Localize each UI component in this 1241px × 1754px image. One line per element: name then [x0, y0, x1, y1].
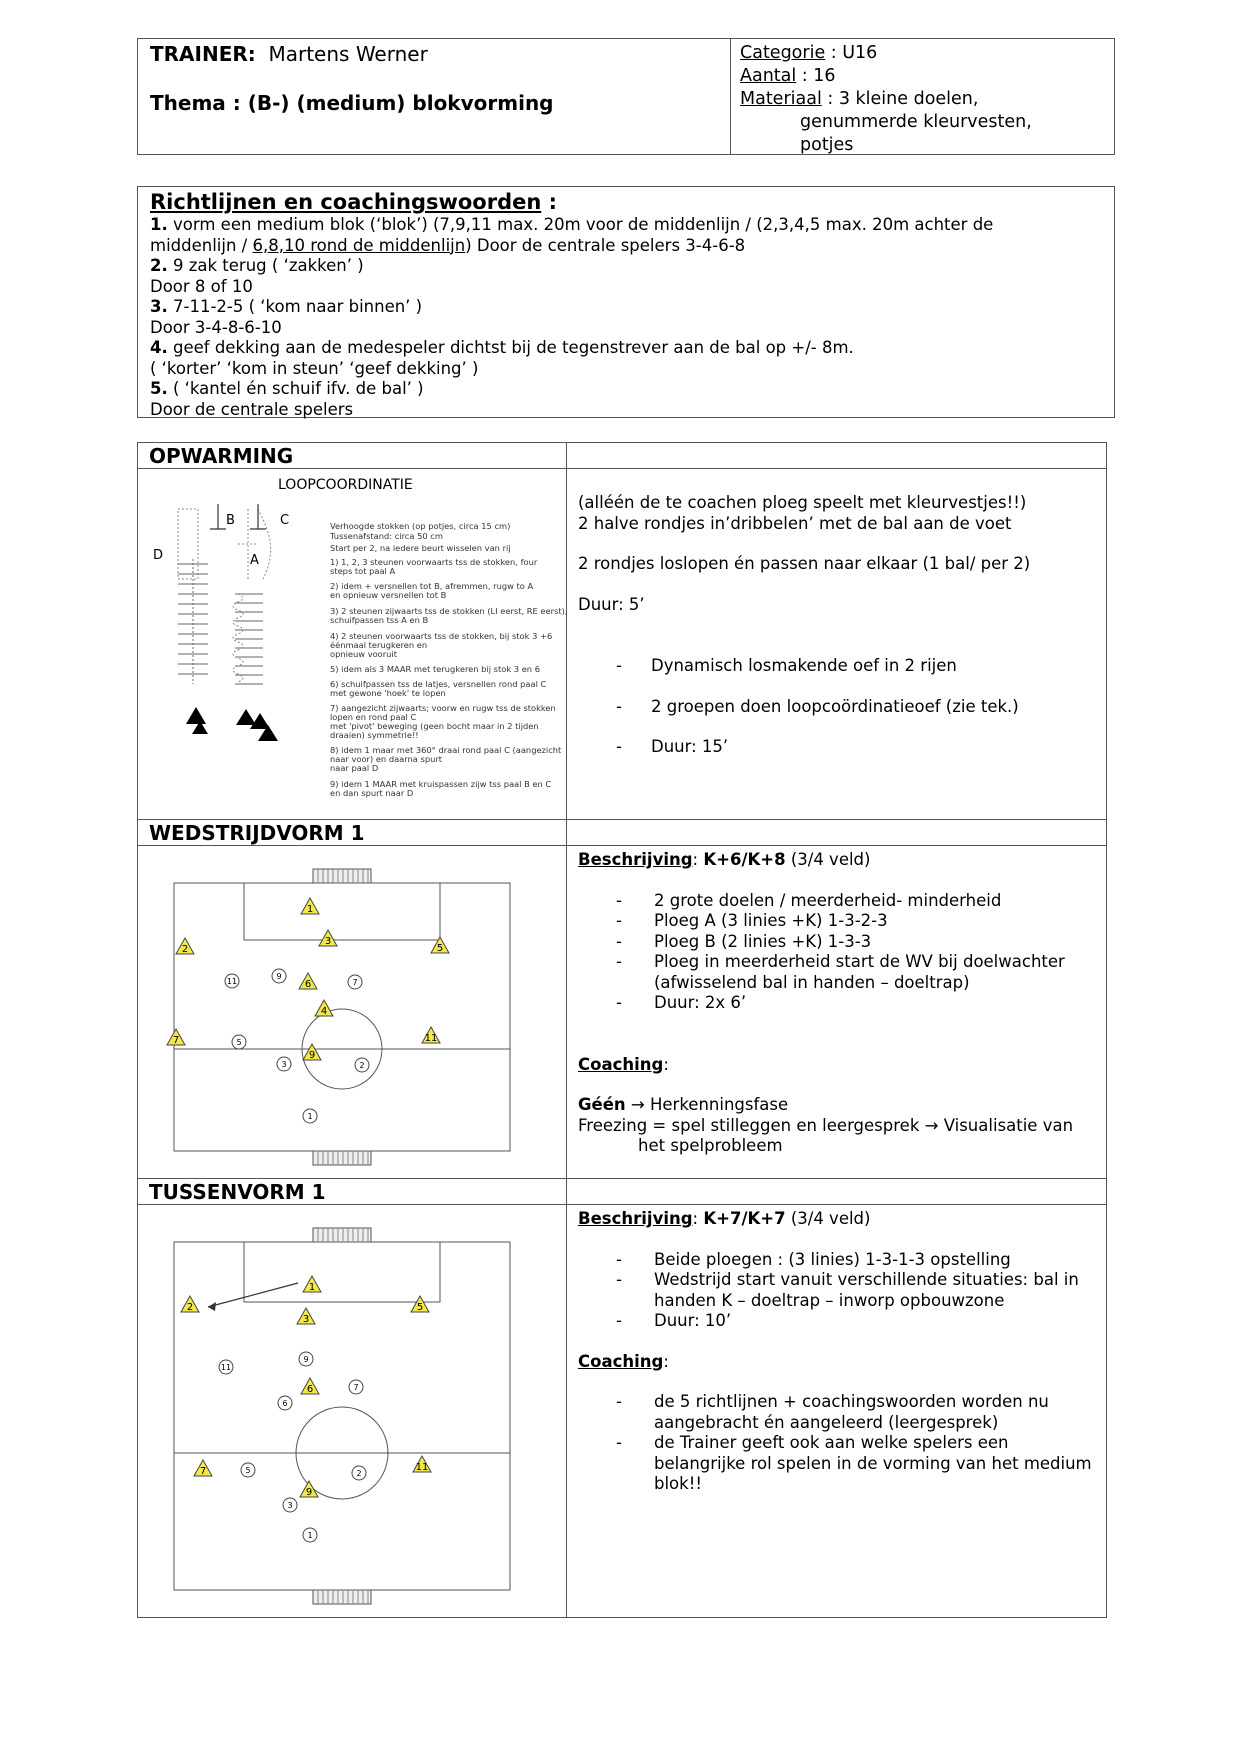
- opw-p2: 2 halve rondjes in’dribbelen’ met de bal aan de voet: [578, 513, 1012, 533]
- svg-text:1: 1: [306, 904, 314, 915]
- goal-top: [313, 1228, 371, 1242]
- wv-item-2: - Ploeg A (3 linies +K) 1-3-2-3: [578, 911, 1098, 932]
- label-c: C: [280, 513, 290, 528]
- opw-bullet-3: - Duur: 15’: [578, 737, 1098, 758]
- player-triangle: [422, 1027, 440, 1044]
- player-circle: [299, 1352, 313, 1366]
- aantal-line: [740, 65, 1032, 88]
- wv-geen-rest: → Herkenningsfase: [625, 1095, 789, 1114]
- wv-coaching-label: Coaching: [578, 1054, 664, 1074]
- diagram-instruction-line: Verhoogde stokken (op potjes, circa 15 cm): [330, 521, 511, 531]
- wv-freezing: Freezing = spel stilleggen en leergesprek → Visualisatie van: [578, 1115, 1074, 1135]
- penalty-box-top: [244, 1242, 440, 1302]
- player-triangle: [303, 1044, 321, 1061]
- diagram-instruction-line: met 'pivot' beweging (geen bocht maar in 2 tijden: [330, 721, 539, 731]
- rl-line-4: geef dekking aan de medespeler dichtst bij de tegenstrever aan de bal op +/- 8m.: [167, 338, 854, 357]
- svg-text:7: 7: [352, 978, 358, 987]
- cone-3: [236, 709, 256, 725]
- wedstrijdvorm-title-right: [566, 819, 1107, 846]
- wedstrijdvorm-field: [138, 846, 566, 1178]
- wv-desc-rest: (3/4 veld): [785, 850, 871, 869]
- rl-line-4b: ( ‘korter’ ‘kom in steun’ ‘geef dekking’ ): [150, 358, 479, 378]
- tv-coaching-colon: :: [663, 1351, 669, 1371]
- svg-text:3: 3: [302, 1314, 310, 1325]
- diagram-title: LOOPCOORDINATIE: [278, 477, 413, 493]
- header-left-box: [137, 38, 731, 155]
- diagram-instruction-line: 4) 2 steunen voorwaarts tss de stokken, bij stok 3 +6: [330, 631, 553, 641]
- rl-num-3: 3.: [150, 297, 168, 316]
- tv-desc-label: Beschrijving: [578, 1209, 693, 1228]
- opw-bullet-1: - Dynamisch losmakende oef in 2 rijen: [578, 656, 1098, 677]
- player-circle: [283, 1498, 297, 1512]
- field-outline: [174, 883, 510, 1151]
- opwarming-title-cell: [137, 442, 567, 469]
- player-triangle: [301, 898, 319, 915]
- trainer-name: Martens Werner: [268, 42, 428, 66]
- cone-1: [186, 707, 206, 724]
- opwarming-title: OPWARMING: [149, 444, 294, 468]
- diagram-instruction-line: 2) idem + versnellen tot B, afremmen, rugw to A: [330, 581, 534, 591]
- svg-text:5: 5: [416, 1302, 424, 1313]
- player-triangle: [319, 930, 337, 947]
- aantal-label: Aantal: [740, 66, 797, 86]
- richtlijnen-title-suffix: :: [541, 190, 558, 214]
- diagram-instruction-line: met gewone 'hoek' te lopen: [330, 688, 446, 698]
- player-circle: [232, 1035, 246, 1049]
- diagram-instruction-line: Start per 2, na iedere beurt wisselen van rij: [330, 543, 511, 553]
- diagram-instruction-line: 5) idem als 3 MAAR met terugkeren bij stok 3 en 6: [330, 664, 540, 674]
- svg-text:9: 9: [308, 1050, 316, 1061]
- materiaal-line-2: genummerde kleurvesten,: [800, 112, 1032, 132]
- sticks-left: [178, 559, 208, 684]
- diagram-instruction-line: 6) schuifpassen tss de latjes, versnellen rond paal C: [330, 679, 547, 689]
- wv-coaching-colon: :: [663, 1054, 669, 1074]
- penalty-box-top: [244, 883, 440, 940]
- wv-desc-bold: K+6/K+8: [703, 850, 786, 869]
- player-triangle: [181, 1296, 199, 1313]
- wedstrijdvorm-title: WEDSTRIJDVORM 1: [149, 821, 365, 845]
- trainer-label: TRAINER:: [150, 42, 256, 66]
- wv-item-5: - Duur: 2x 6’: [578, 993, 1098, 1014]
- diagram-instruction-line: en opnieuw versnellen tot B: [330, 590, 447, 600]
- player-triangle: [300, 1481, 318, 1498]
- tussenvorm-text-cell: [566, 1204, 1107, 1618]
- categorie-line: [740, 42, 1032, 65]
- svg-text:5: 5: [245, 1466, 251, 1475]
- svg-text:2: 2: [356, 1469, 362, 1478]
- tv-item-3: - Duur: 10’: [578, 1311, 1098, 1332]
- label-b: B: [226, 513, 235, 528]
- header-right-box: [730, 38, 1115, 155]
- player-triangle: [303, 1276, 321, 1293]
- svg-text:4: 4: [320, 1006, 328, 1017]
- opwarming-text-cell: [566, 468, 1107, 820]
- goal-bottom: [313, 1590, 371, 1604]
- svg-text:2: 2: [181, 944, 189, 955]
- rl-line-5: ( ‘kantel én schuif ifv. de bal’ ): [167, 379, 424, 398]
- rl-line-3: 7-11-2-5 ( ‘kom naar binnen’ ): [167, 297, 423, 316]
- wedstrijdvorm-title-cell: [137, 819, 567, 846]
- tv-desc-bold: K+7/K+7: [703, 1209, 786, 1228]
- loopcoordinatie-diagram: [138, 469, 566, 819]
- tv-desc-colon: :: [692, 1209, 704, 1228]
- diagram-instruction-line: 7) aangezicht zijwaarts; voorw en rugw tss de stokken: [330, 703, 556, 713]
- tussenvorm-title: TUSSENVORM 1: [149, 1180, 326, 1204]
- rl-num-1: 1.: [150, 215, 168, 234]
- player-circle: [355, 1058, 369, 1072]
- svg-text:1: 1: [307, 1531, 313, 1540]
- diagram-instruction-line: naar voor) en daarna spurt: [330, 754, 443, 764]
- player-circle: [349, 1380, 363, 1394]
- svg-text:11: 11: [415, 1462, 429, 1473]
- player-circle: [219, 1360, 233, 1374]
- svg-text:11: 11: [220, 1363, 232, 1372]
- player-triangle: [176, 938, 194, 955]
- rl-line-1b-underlined: 6,8,10 rond de middenlijn: [252, 235, 466, 255]
- label-d: D: [153, 548, 164, 563]
- rl-line-5b: Door de centrale spelers: [150, 399, 354, 419]
- svg-text:11: 11: [424, 1033, 438, 1044]
- dotted-path-curve: [258, 509, 271, 579]
- rl-line-1a: vorm een medium blok (‘blok’) (7,9,11 max. 20m voor de middenlijn / (2,3,4,5 max. 20m achter de: [167, 215, 994, 234]
- svg-text:1: 1: [308, 1282, 316, 1293]
- diagram-instruction-line: 1) 1, 2, 3 steunen voorwaarts tss de stokken, four: [330, 557, 538, 567]
- svg-text:9: 9: [305, 1487, 313, 1498]
- svg-text:11: 11: [226, 977, 238, 986]
- rl-line-2b: Door 8 of 10: [150, 276, 253, 296]
- svg-text:9: 9: [303, 1355, 309, 1364]
- tussenvorm-field: [138, 1205, 566, 1617]
- player-circle: [303, 1528, 317, 1542]
- richtlijnen-box: [137, 186, 1115, 418]
- pass-arrow: [208, 1283, 298, 1307]
- materiaal-line: [740, 88, 1032, 111]
- player-triangle: [315, 1000, 333, 1017]
- wv-item-3: - Ploeg B (2 linies +K) 1-3-3: [578, 932, 1098, 953]
- rl-line-1b: middenlijn /: [150, 235, 253, 255]
- svg-text:6: 6: [306, 1384, 314, 1395]
- diagram-instruction-line: lopen en rond paal C: [330, 712, 417, 722]
- rl-num-2: 2.: [150, 256, 168, 275]
- goal-top: [313, 869, 371, 883]
- wv-freezing-2: het spelprobleem: [638, 1136, 783, 1155]
- wv-geen-bold: Géén: [578, 1095, 626, 1114]
- player-circle: [277, 1057, 291, 1071]
- opwarming-diagram-cell: [137, 468, 567, 820]
- wedstrijdvorm-diagram-cell: [137, 845, 567, 1179]
- svg-text:7: 7: [172, 1035, 180, 1046]
- svg-text:5: 5: [236, 1038, 242, 1047]
- player-circle: [352, 1466, 366, 1480]
- rl-line-3b: Door 3-4-8-6-10: [150, 317, 282, 337]
- svg-text:3: 3: [324, 936, 332, 947]
- player-triangle: [413, 1456, 431, 1473]
- pass-arrow-head: [208, 1302, 216, 1311]
- player-circle: [348, 975, 362, 989]
- player-circle: [272, 969, 286, 983]
- player-circle: [303, 1109, 317, 1123]
- wedstrijdvorm-text-cell: [566, 845, 1107, 1179]
- field-outline: [174, 1242, 510, 1590]
- player-triangle: [167, 1029, 185, 1046]
- tv-item-1: - Beide ploegen : (3 linies) 1-3-1-3 opstelling: [578, 1250, 1098, 1271]
- diagram-instruction-line: 3) 2 steunen zijwaarts tss de stokken (LI eerst, RE eerst),: [330, 606, 566, 616]
- tv-desc-rest: (3/4 veld): [785, 1209, 871, 1228]
- wv-item-4: - Ploeg in meerderheid start de WV bij doelwachter (afwisselend bal in handen – doeltrap): [578, 952, 1098, 993]
- tussenvorm-title-right: [566, 1178, 1107, 1205]
- opw-p4: Duur: 5’: [578, 594, 645, 614]
- trainer-line: [150, 42, 428, 66]
- zigzag-path: [233, 594, 243, 682]
- diagram-instruction-line: naar paal D: [330, 763, 379, 773]
- svg-text:2: 2: [359, 1061, 365, 1070]
- player-triangle: [299, 973, 317, 990]
- diagram-instruction-line: draaien) symmetrie!!: [330, 730, 419, 740]
- diagram-instruction-line: steps tot paal A: [330, 566, 396, 576]
- diagram-instruction-line: 8) idem 1 maar met 360° draai rond paal C (aangezicht: [330, 745, 562, 755]
- tussenvorm-title-cell: [137, 1178, 567, 1205]
- player-circle: [241, 1463, 255, 1477]
- materiaal-label: Materiaal: [740, 89, 822, 109]
- sticks-right: [233, 594, 263, 684]
- svg-text:3: 3: [287, 1501, 293, 1510]
- diagram-instruction-line: schuifpassen tss A en B: [330, 615, 429, 625]
- diagram-instruction-line: éénmaal terugkeren en: [330, 640, 428, 650]
- pole-a: [210, 504, 226, 529]
- diagram-instruction-line: opnieuw vooruit: [330, 649, 397, 659]
- label-a: A: [250, 553, 259, 568]
- rl-num-4: 4.: [150, 338, 168, 357]
- wv-item-1: - 2 grote doelen / meerderheid- minderheid: [578, 891, 1098, 912]
- diagram-instructions: [329, 521, 566, 798]
- richtlijnen-list: [150, 215, 1102, 420]
- dotted-path-left: [178, 509, 198, 579]
- categorie-label: Categorie: [740, 43, 826, 63]
- opwarming-title-right: [566, 442, 1107, 469]
- tussenvorm-diagram-cell: [137, 1204, 567, 1618]
- player-triangle: [301, 1378, 319, 1395]
- opw-p1: (alléén de te coachen ploeg speelt met kleurvestjes!!): [578, 493, 1027, 512]
- svg-text:7: 7: [353, 1383, 359, 1392]
- materiaal-value: : 3 kleine doelen,: [821, 89, 979, 109]
- wv-desc-label: Beschrijving: [578, 850, 693, 869]
- svg-text:6: 6: [282, 1399, 288, 1408]
- pole-b: [250, 504, 266, 529]
- player-circle: [278, 1396, 292, 1410]
- diagram-instruction-line: Tussenafstand: circa 50 cm: [330, 531, 443, 541]
- player-triangle: [411, 1296, 429, 1313]
- svg-text:6: 6: [304, 979, 312, 990]
- svg-text:1: 1: [307, 1112, 313, 1121]
- svg-text:2: 2: [186, 1302, 194, 1313]
- materiaal-line-3: potjes: [800, 135, 854, 155]
- richtlijnen-title: Richtlijnen en coachingswoorden: [150, 190, 542, 214]
- opw-p3: 2 rondjes loslopen én passen naar elkaar (1 bal/ per 2): [578, 554, 1031, 573]
- svg-text:9: 9: [276, 972, 282, 981]
- diagram-instruction-line: 9) idem 1 MAAR met kruispassen zijw tss paal B en C: [330, 779, 552, 789]
- svg-text:3: 3: [281, 1060, 287, 1069]
- svg-text:5: 5: [436, 943, 444, 954]
- svg-text:7: 7: [199, 1466, 207, 1477]
- tv-coaching-item-2: - de Trainer geeft ook aan welke spelers een belangrijke rol spelen in de vorming van het medium blok!!: [578, 1433, 1098, 1495]
- tv-coaching-label: Coaching: [578, 1351, 664, 1371]
- diagram-instruction-line: en dan spurt naar D: [330, 788, 414, 798]
- goal-bottom: [313, 1151, 371, 1165]
- categorie-value: : U16: [825, 43, 878, 63]
- thema-title: Thema : (B-) (medium) blokvorming: [150, 91, 554, 115]
- opw-bullet-2: - 2 groepen doen loopcoördinatieoef (zie tek.): [578, 697, 1098, 718]
- rl-line-2: 9 zak terug ( ‘zakken’ ): [167, 256, 364, 275]
- player-circle: [225, 974, 239, 988]
- player-triangle: [297, 1308, 315, 1325]
- aantal-value: : 16: [796, 66, 836, 86]
- tv-item-2: - Wedstrijd start vanuit verschillende situaties: bal in handen K – doeltrap – inworp opbouwzone: [578, 1270, 1098, 1311]
- dotted-path-mid: [238, 509, 258, 579]
- tv-coaching-item-1: - de 5 richtlijnen + coachingswoorden worden nu aangebracht én aangeleerd (leergesprek): [578, 1392, 1098, 1433]
- wv-desc-colon: :: [692, 850, 704, 869]
- rl-line-1b-rest: ) Door de centrale spelers 3-4-6-8: [465, 235, 746, 255]
- rl-num-5: 5.: [150, 379, 168, 398]
- player-triangle: [194, 1460, 212, 1477]
